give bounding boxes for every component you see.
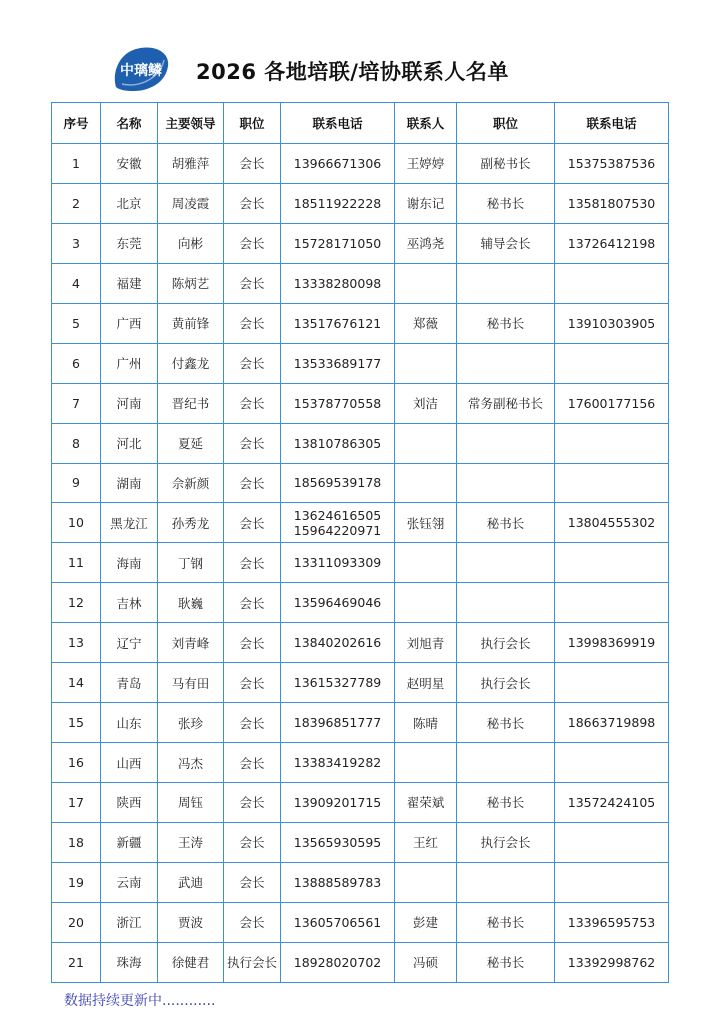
cell-contact-position [457, 862, 555, 902]
column-header-contact-phone: 联系电话 [555, 103, 669, 144]
column-header-phone: 联系电话 [281, 103, 395, 144]
cell-position: 会长 [224, 383, 281, 423]
cell-contact-position [457, 343, 555, 383]
cell-name: 浙江 [101, 902, 158, 942]
cell-contact: 王红 [395, 822, 457, 862]
cell-no: 2 [52, 183, 101, 223]
cell-phone [281, 383, 395, 423]
table-row [52, 463, 669, 503]
cell-contact-position [457, 543, 555, 583]
cell-position: 会长 [224, 303, 281, 343]
cell-leader: 王涛 [158, 822, 224, 862]
column-header-contact: 联系人 [395, 103, 457, 144]
cell-no: 6 [52, 343, 101, 383]
cell-contact-phone: 13581807530 [555, 183, 669, 223]
table-row [52, 703, 669, 743]
cell-position: 会长 [224, 583, 281, 623]
cell-position: 会长 [224, 263, 281, 303]
phone-number: 13605706561 [293, 914, 382, 930]
contact-table [51, 102, 669, 983]
cell-contact-phone: 18663719898 [555, 703, 669, 743]
cell-contact: 郑薇 [395, 303, 457, 343]
table-row [52, 663, 669, 703]
cell-contact-phone: 13804555302 [555, 503, 669, 543]
page-header [0, 38, 709, 102]
cell-contact-phone [555, 543, 669, 583]
table-row [52, 183, 669, 223]
cell-leader: 佘新颜 [158, 463, 224, 503]
cell-no: 11 [52, 543, 101, 583]
table-row [52, 223, 669, 263]
cell-contact-position [457, 463, 555, 503]
cell-leader: 刘青峰 [158, 623, 224, 663]
cell-contact-position: 执行会长 [457, 663, 555, 703]
cell-contact-phone [555, 343, 669, 383]
cell-contact-position [457, 583, 555, 623]
cell-contact-phone [555, 263, 669, 303]
cell-contact-position: 常务副秘书长 [457, 383, 555, 423]
cell-position: 会长 [224, 423, 281, 463]
cell-leader: 冯杰 [158, 743, 224, 783]
cell-contact [395, 463, 457, 503]
phone-number: 13615327789 [293, 675, 382, 691]
cell-contact-position: 秘书长 [457, 703, 555, 743]
cell-name: 珠海 [101, 942, 158, 982]
table-row [52, 343, 669, 383]
cell-leader: 黄前锋 [158, 303, 224, 343]
cell-phone [281, 423, 395, 463]
cell-contact-position: 秘书长 [457, 183, 555, 223]
cell-contact-phone [555, 423, 669, 463]
table-row [52, 423, 669, 463]
cell-leader: 夏延 [158, 423, 224, 463]
cell-no: 19 [52, 862, 101, 902]
cell-contact-phone [555, 663, 669, 703]
cell-leader: 胡雅萍 [158, 144, 224, 184]
cell-name: 河南 [101, 383, 158, 423]
table-row [52, 263, 669, 303]
cell-phone [281, 703, 395, 743]
phone-number: 18511922228 [293, 195, 382, 211]
phone-number: 13966671306 [293, 155, 382, 171]
cell-contact: 翟荣斌 [395, 783, 457, 823]
cell-phone [281, 822, 395, 862]
cell-no: 15 [52, 703, 101, 743]
cell-phone [281, 583, 395, 623]
cell-contact-position: 执行会长 [457, 623, 555, 663]
cell-name: 海南 [101, 543, 158, 583]
cell-no: 20 [52, 902, 101, 942]
table-row [52, 543, 669, 583]
phone-number: 13888589783 [293, 874, 382, 890]
cell-position: 会长 [224, 503, 281, 543]
cell-position: 会长 [224, 623, 281, 663]
column-header-name: 名称 [101, 103, 158, 144]
cell-contact-position: 秘书长 [457, 902, 555, 942]
cell-phone [281, 743, 395, 783]
cell-leader: 孙秀龙 [158, 503, 224, 543]
cell-phone [281, 783, 395, 823]
cell-contact-position [457, 743, 555, 783]
cell-contact-phone: 13998369919 [555, 623, 669, 663]
cell-leader: 周钰 [158, 783, 224, 823]
phone-number: 18928020702 [293, 954, 382, 970]
cell-name: 安徽 [101, 144, 158, 184]
phone-number: 13533689177 [293, 355, 382, 371]
cell-phone [281, 942, 395, 982]
cell-name: 广西 [101, 303, 158, 343]
cell-no: 8 [52, 423, 101, 463]
cell-leader: 周凌霞 [158, 183, 224, 223]
cell-name: 山西 [101, 743, 158, 783]
cell-contact-phone [555, 463, 669, 503]
cell-position: 会长 [224, 862, 281, 902]
phone-number: 15964220971 [293, 522, 382, 538]
cell-leader: 向彬 [158, 223, 224, 263]
cell-phone [281, 303, 395, 343]
cell-contact [395, 543, 457, 583]
cell-contact: 王婷婷 [395, 144, 457, 184]
cell-no: 3 [52, 223, 101, 263]
cell-no: 16 [52, 743, 101, 783]
cell-name: 北京 [101, 183, 158, 223]
cell-contact: 张钰翎 [395, 503, 457, 543]
cell-phone [281, 503, 395, 543]
table-row [52, 822, 669, 862]
table-body [52, 144, 669, 983]
cell-contact-phone: 13910303905 [555, 303, 669, 343]
phone-number: 13840202616 [293, 635, 382, 651]
table-header-row [52, 103, 669, 144]
cell-contact-position: 秘书长 [457, 303, 555, 343]
cell-name: 辽宁 [101, 623, 158, 663]
cell-no: 9 [52, 463, 101, 503]
phone-number: 15378770558 [293, 395, 382, 411]
cell-contact-phone [555, 743, 669, 783]
cell-name: 云南 [101, 862, 158, 902]
cell-position: 会长 [224, 703, 281, 743]
phone-number: 18396851777 [293, 715, 382, 731]
cell-phone [281, 144, 395, 184]
table-row [52, 623, 669, 663]
cell-contact: 刘洁 [395, 383, 457, 423]
cell-position: 会长 [224, 183, 281, 223]
cell-contact-phone [555, 862, 669, 902]
table-row [52, 144, 669, 184]
cell-contact [395, 862, 457, 902]
cell-name: 河北 [101, 423, 158, 463]
cell-phone [281, 183, 395, 223]
cell-no: 14 [52, 663, 101, 703]
cell-contact-phone: 13726412198 [555, 223, 669, 263]
cell-name: 陕西 [101, 783, 158, 823]
table-row [52, 783, 669, 823]
cell-contact [395, 743, 457, 783]
table-row [52, 503, 669, 543]
cell-contact-position: 副秘书长 [457, 144, 555, 184]
cell-position: 会长 [224, 902, 281, 942]
cell-phone [281, 263, 395, 303]
cell-name: 吉林 [101, 583, 158, 623]
cell-contact: 陈晴 [395, 703, 457, 743]
phone-number: 15728171050 [293, 235, 382, 251]
cell-position: 会长 [224, 783, 281, 823]
cell-contact-phone: 15375387536 [555, 144, 669, 184]
cell-contact-phone: 17600177156 [555, 383, 669, 423]
cell-contact: 赵明星 [395, 663, 457, 703]
phone-number: 13383419282 [293, 755, 382, 771]
cell-name: 湖南 [101, 463, 158, 503]
cell-no: 4 [52, 263, 101, 303]
phone-number: 13624616505 [293, 507, 382, 523]
column-header-leader: 主要领导 [158, 103, 224, 144]
cell-position: 会长 [224, 663, 281, 703]
cell-phone [281, 543, 395, 583]
cell-leader: 贾波 [158, 902, 224, 942]
cell-no: 13 [52, 623, 101, 663]
update-note: 数据持续更新中............ [64, 993, 216, 1009]
phone-number: 18569539178 [293, 475, 382, 491]
cell-name: 新疆 [101, 822, 158, 862]
cell-position: 会长 [224, 223, 281, 263]
cell-leader: 付鑫龙 [158, 343, 224, 383]
cell-contact: 刘旭青 [395, 623, 457, 663]
cell-name: 山东 [101, 703, 158, 743]
cell-leader: 武迪 [158, 862, 224, 902]
cell-contact-phone [555, 583, 669, 623]
table-row [52, 303, 669, 343]
cell-contact-position [457, 263, 555, 303]
cell-name: 黑龙江 [101, 503, 158, 543]
cell-leader: 张珍 [158, 703, 224, 743]
phone-number: 13311093309 [293, 555, 382, 571]
brand-logo [110, 44, 172, 94]
page-title: 2026 各地培联/培协联系人名单 [196, 60, 509, 84]
cell-position: 会长 [224, 743, 281, 783]
cell-contact-phone: 13572424105 [555, 783, 669, 823]
cell-no: 10 [52, 503, 101, 543]
cell-leader: 马有田 [158, 663, 224, 703]
cell-leader: 晋纪书 [158, 383, 224, 423]
cell-phone [281, 463, 395, 503]
cell-name: 福建 [101, 263, 158, 303]
cell-no: 5 [52, 303, 101, 343]
cell-no: 7 [52, 383, 101, 423]
cell-contact [395, 423, 457, 463]
cell-phone [281, 862, 395, 902]
table-row [52, 743, 669, 783]
cell-contact: 谢东记 [395, 183, 457, 223]
phone-number: 13596469046 [293, 595, 382, 611]
cell-position: 会长 [224, 343, 281, 383]
cell-no: 1 [52, 144, 101, 184]
cell-contact [395, 583, 457, 623]
table-row [52, 383, 669, 423]
column-header-contact-position: 职位 [457, 103, 555, 144]
cell-contact-phone: 13396595753 [555, 902, 669, 942]
cell-position: 执行会长 [224, 942, 281, 982]
table-row [52, 862, 669, 902]
cell-contact-position: 秘书长 [457, 783, 555, 823]
cell-phone [281, 663, 395, 703]
cell-position: 会长 [224, 463, 281, 503]
cell-contact-position: 辅导会长 [457, 223, 555, 263]
phone-number: 13909201715 [293, 794, 382, 810]
cell-leader: 陈炳艺 [158, 263, 224, 303]
cell-position: 会长 [224, 543, 281, 583]
cell-contact-position: 秘书长 [457, 942, 555, 982]
cell-contact: 巫鸿尧 [395, 223, 457, 263]
column-header-no: 序号 [52, 103, 101, 144]
cell-contact [395, 263, 457, 303]
cell-leader: 耿巍 [158, 583, 224, 623]
cell-phone [281, 902, 395, 942]
cell-phone [281, 223, 395, 263]
cell-no: 12 [52, 583, 101, 623]
phone-number: 13810786305 [293, 435, 382, 451]
cell-contact-position: 执行会长 [457, 822, 555, 862]
cell-contact-phone [555, 822, 669, 862]
cell-contact: 冯硕 [395, 942, 457, 982]
table-row [52, 902, 669, 942]
cell-phone [281, 343, 395, 383]
cell-phone [281, 623, 395, 663]
cell-name: 广州 [101, 343, 158, 383]
cell-no: 17 [52, 783, 101, 823]
table-row [52, 583, 669, 623]
cell-name: 青岛 [101, 663, 158, 703]
cell-position: 会长 [224, 822, 281, 862]
cell-contact-phone: 13392998762 [555, 942, 669, 982]
cell-contact-position [457, 423, 555, 463]
phone-number: 13517676121 [293, 315, 382, 331]
cell-no: 18 [52, 822, 101, 862]
column-header-position: 职位 [224, 103, 281, 144]
phone-number: 13565930595 [293, 834, 382, 850]
table-row [52, 942, 669, 982]
cell-leader: 丁钢 [158, 543, 224, 583]
cell-contact-position: 秘书长 [457, 503, 555, 543]
cell-position: 会长 [224, 144, 281, 184]
logo-text: 中璃鳞 [120, 63, 162, 79]
cell-no: 21 [52, 942, 101, 982]
cell-name: 东莞 [101, 223, 158, 263]
cell-leader: 徐健君 [158, 942, 224, 982]
cell-contact [395, 343, 457, 383]
phone-number: 13338280098 [293, 275, 382, 291]
cell-contact: 彭建 [395, 902, 457, 942]
